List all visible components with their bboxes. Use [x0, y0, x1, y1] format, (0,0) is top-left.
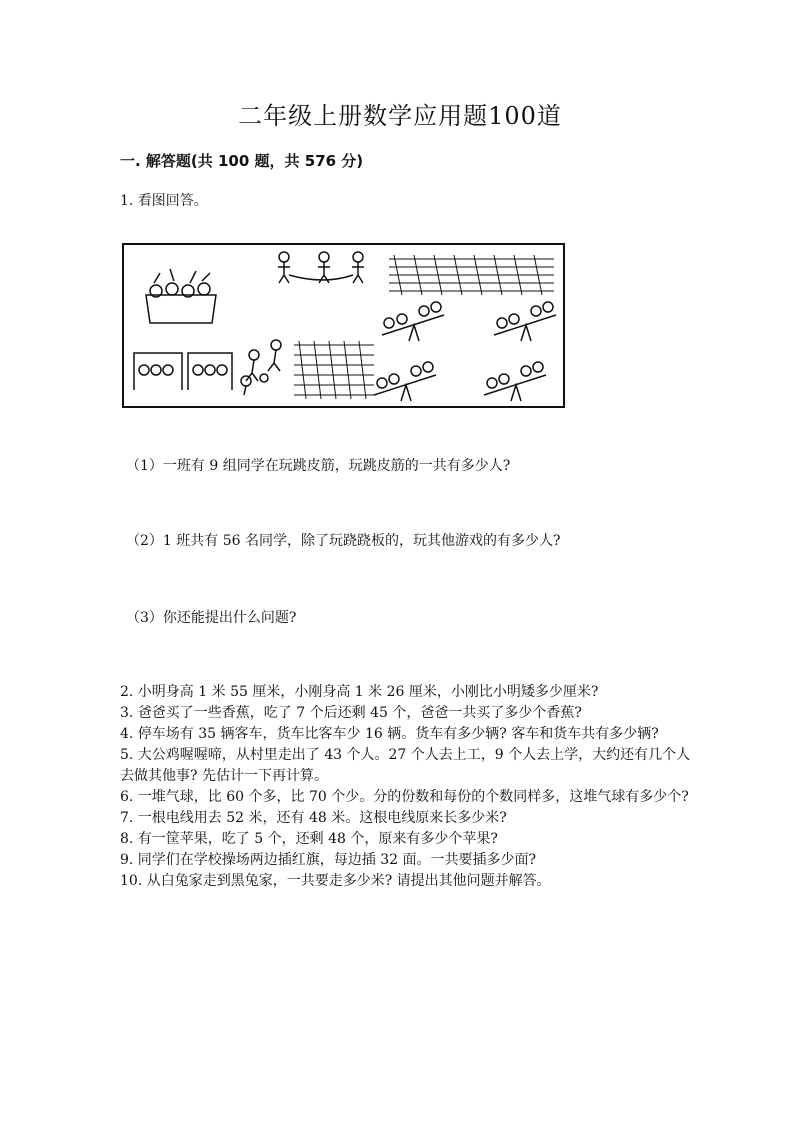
list-item: 4. 停车场有 35 辆客车，货车比客车少 16 辆。货车有多少辆? 客车和货车共有多少辆?: [120, 726, 659, 742]
crowd-pattern-icon: [294, 341, 374, 399]
sub-question-2: （2）1 班共有 56 名同学，除了玩跷跷板的，玩其他游戏的有多少人?: [126, 533, 561, 549]
football-players-icon: [241, 340, 281, 395]
rubber-band-jump-icon: [278, 252, 364, 283]
list-item: 6. 一堆气球，比 60 个多，比 70 个少。分的份数和每份的个数同样多，这堆气球有多少个?: [120, 789, 689, 805]
list-item: 8. 有一筐苹果，吃了 5 个，还剩 48 个，原来有多少个苹果?: [120, 831, 498, 847]
question-list: [120, 682, 700, 892]
section-heading: 一. 解答题(共 100 题，共 576 分): [120, 152, 364, 170]
page-title: 二年级上册数学应用题100道: [238, 102, 562, 130]
seesaw-icon: [374, 302, 556, 401]
crowd-pattern-icon: [389, 255, 554, 295]
flower-pot-icon: [146, 269, 216, 323]
list-item: 3. 爸爸买了一些香蕉，吃了 7 个后还剩 45 个，爸爸一共买了多少个香蕉?: [120, 705, 582, 721]
list-item: 2. 小明身高 1 米 55 厘米，小刚身高 1 米 26 厘米，小刚比小明矮多少厘米?: [120, 684, 599, 700]
list-item: 9. 同学们在学校操场两边插红旗，每边插 32 面。一共要插多少面?: [120, 852, 537, 868]
playground-illustration: [122, 243, 565, 408]
goal-frame-icon: [134, 353, 232, 390]
list-item: 10. 从白兔家走到黑兔家，一共要走多少米? 请提出其他问题并解答。: [120, 873, 551, 889]
list-item: 5. 大公鸡喔喔啼，从村里走出了 43 个人。27 个人去上工，9 个人去上学，大约还有几个人去做其他事? 先估计一下再计算。: [120, 747, 691, 784]
list-item: 7. 一根电线用去 52 米，还有 48 米。这根电线原来长多少米?: [120, 810, 507, 826]
question-1-prompt: 1. 看图回答。: [120, 193, 208, 209]
sub-question-1: （1）一班有 9 组同学在玩跳皮筋，玩跳皮筋的一共有多少人?: [126, 458, 511, 474]
sub-question-3: （3）你还能提出什么问题?: [126, 610, 297, 626]
